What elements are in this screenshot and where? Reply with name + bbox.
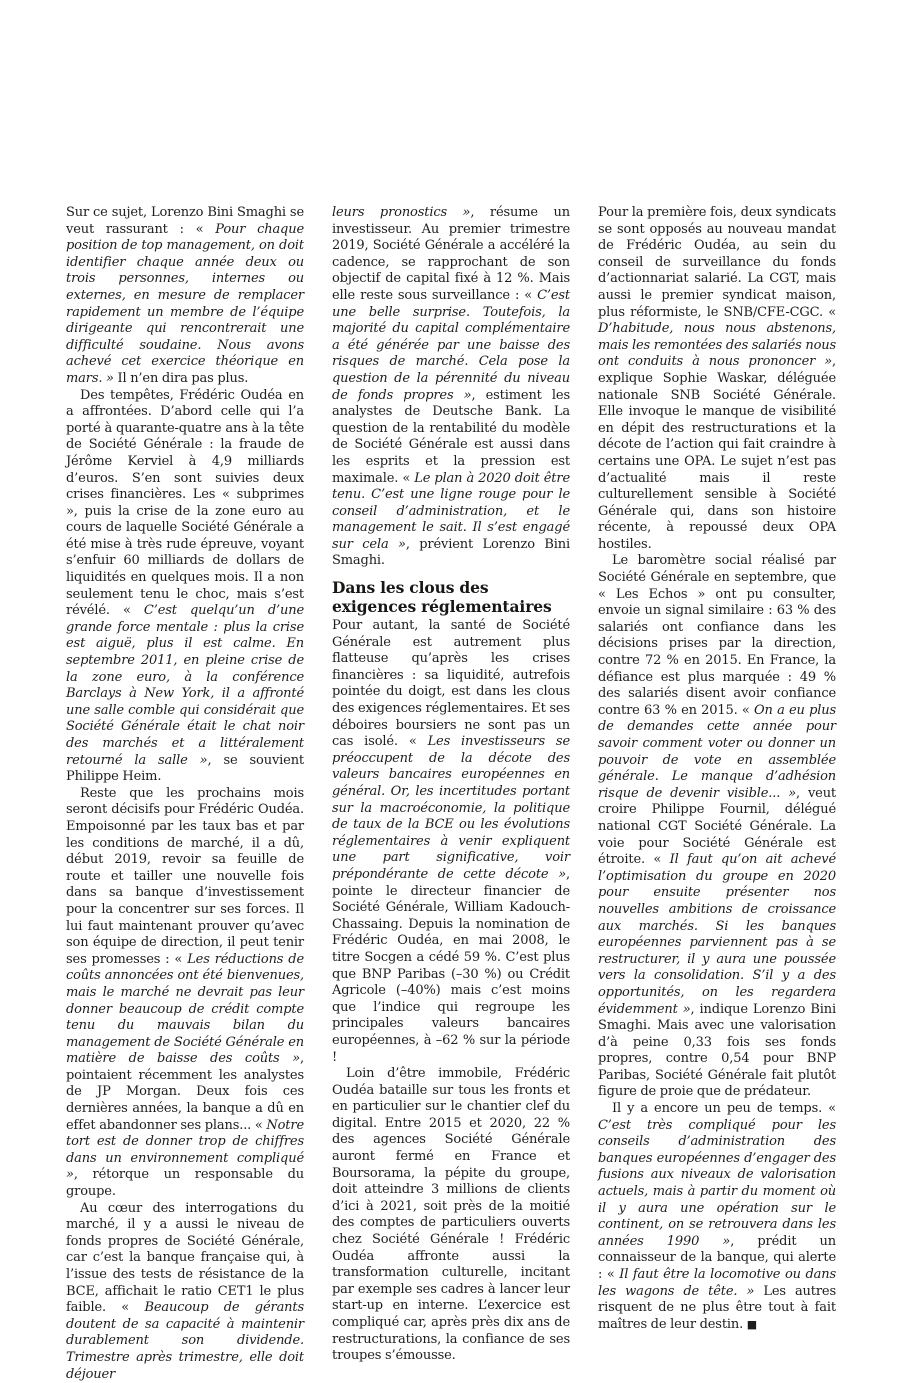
end-of-article-marker: ■ — [746, 1317, 758, 1331]
quote-text: C’est très compliqué pour les conseils d’administration des banques européennes d’engager des fusions aux niveaux de valorisation actuels, mais à partir du moment où il y aura une opération sur le continent, on se retrouvera dans les années 1990 » — [598, 1117, 836, 1249]
quote-text: Le plan à 2020 doit être tenu. C’est une ligne rouge pour le conseil d’administration, et le management le sait. Il s’est engagé sur cela » — [332, 470, 570, 552]
body-text: Les autres risquent de ne plus être tout à fait maîtres de leur destin. — [598, 1283, 836, 1332]
quote-text: Il faut qu’on ait achevé l’optimisation du groupe en 2020 pour ensuite présenter nos nouvelles ambitions de croissance aux marchés. Si les banques européennes parviennent pas à se restructurer, il y aura une poussée vers la consolidation. S’il y a des opportunités, on les regardera évidemment » — [598, 852, 836, 1017]
article-column-3 — [598, 205, 836, 1383]
body-text: Il y a encore un peu de temps. « — [612, 1101, 836, 1117]
body-text: , pointaient récemment les analystes de JP Morgan. Deux fois ces dernières années, la banque a dû en effet abandonner ses plans... « — [66, 1051, 304, 1133]
article-column-1 — [66, 205, 304, 1383]
quote-text: Notre tort est de donner trop de chiffres dans un environnement compliqué » — [66, 1117, 304, 1183]
body-text: , rétorque un responsable du groupe. — [66, 1167, 304, 1200]
body-text: , veut croire Philippe Fournil, délégué national CGT Société Générale. La voie pour Société Générale est étroite. « — [598, 785, 836, 868]
article-paragraph — [66, 1201, 304, 1383]
body-text: , résume un investisseur. Au premier trimestre 2019, Société Générale a accéléré la cadence, se rapprochant de son objectif de capital fixé à 12 %. Mais elle reste sous surveillance : « — [332, 205, 570, 303]
body-text: Loin d’être immobile, Frédéric Oudéa bataille sur tous les fronts et en particulier sur le chantier clef du digital. Entre 2015 et 2020, 22 % des agences Société Générale auront fermé en France et Boursorama, la pépite du groupe, doit atteindre 3 millions de clients d’ici à 2021, soit près de la moitié des comptes de particuliers ouverts chez Société Générale ! Frédéric Oudéa affronte aussi la transformation culturelle, incitant par exemple ses cadres à lancer leur start-up en interne. L’exercice est compliqué car, après près dix ans de restructurations, la confiance de ses troupes s’émousse. — [332, 1066, 570, 1364]
quote-text: On a eu plus de demandes cette année pour savoir comment voter ou donner un pouvoir de vote en assemblée générale. Le manque d’adhésion risque de devenir visible... » — [598, 702, 836, 801]
article-paragraph — [332, 205, 570, 570]
quote-text: C’est quelqu’un d’une grande force mentale : plus la crise est aiguë, plus il est calme. En septembre 2011, en pleine crise de la zone euro, à la conférence Barclays à New York, il a affronté une salle comble qui considérait que Société Générale était le chat noir des marchés et a littéralement retourné la salle » — [66, 603, 304, 768]
body-text: , prévient Lorenzo Bini Smaghi. — [332, 536, 570, 569]
article-paragraph — [332, 1066, 570, 1365]
body-text: , prédit un connaisseur de la banque, qui alerte : « — [598, 1233, 837, 1282]
body-text: Pour la première fois, deux syndicats se sont opposés au nouveau mandat de Frédéric Oudéa, au sein du conseil de surveillance du fonds d’actionnariat salarié. La CGT, mais aussi le premier syndicat maison, plus réformiste, le SNB/CFE-CGC. « — [598, 205, 836, 320]
body-text: Des tempêtes, Frédéric Oudéa en a affrontées. D’abord celle qui l’a porté à quarante-quatre ans à la tête de Société Générale : la fraude de Jérôme Kerviel à 4,9 milliards d’euros. S’en sont suivies deux crises financières. Les « subprimes », puis la crise de la zone euro au cours de laquelle Société Générale a été mise à très rude épreuve, voyant s’enfuir 60 milliards de dollars de liquidités en quelques mois. Il a non seulement tenu le choc, mais s’est révélé. « — [66, 387, 304, 619]
article-paragraph — [598, 205, 836, 553]
body-text: , explique Sophie Waskar, déléguée nationale SNB Société Générale. Elle invoque le manque de visibilité en dépit des restructurations et la décote de l’action qui fait craindre à certains une OPA. Le sujet n’est pas d’actualité mais il reste culturellement sensible à Société Générale qui, dans son histoire récente, à repoussé deux OPA hostiles. — [598, 354, 836, 552]
body-text: , pointe le directeur financier de Société Générale, William Kadouch-Chassaing. Depuis la nomination de Frédéric Oudéa, en mai 2008, le titre Socgen a cédé 59 %. C’est plus que BNP Paribas (–30 %) ou Crédit Agricole (–40%) mais c’est moins que l’indice qui regroupe les principales valeurs bancaires européennes, à –62 % sur la période ! — [332, 866, 570, 1065]
quote-text: Les investisseurs se préoccupent de la décote des valeurs bancaires européennes en général. Or, les incertitudes portant sur la macroéconomie, la politique de taux de la BCE ou les évolutions réglementaires à venir expliquent une part significative, voir prépondérante de cette décote » — [332, 734, 571, 882]
quote-text: leurs pronostics » — [332, 205, 471, 220]
body-text: Le baromètre social réalisé par Société Générale en septembre, que « Les Echos » ont pu consulter, envoie un signal similaire : 63 % des salariés ont confiance dans les décisions prises par la direction, contre 72 % en 2015. En France, la défiance est plus marquée : 49 % des salariés disent avoir confiance contre 63 % en 2015. « — [598, 553, 836, 718]
article-body — [66, 205, 836, 1383]
body-text: Reste que les prochains mois seront décisifs pour Frédéric Oudéa. Empoisonné par les taux bas et par les conditions de marché, il a dû, début 2019, revoir sa feuille de route et tailler une nouvelle fois dans sa banque d’investissement pour la concentrer sur ses forces. Il lui faut maintenant prouver qu’avec son équipe de direction, il peut tenir ses promesses : « — [66, 785, 304, 967]
quote-text: D’habitude, nous nous abstenons, mais les remontées des salariés nous ont conduits à nous prononcer » — [598, 321, 836, 370]
body-text: Pour autant, la santé de Société Générale est autrement plus flatteuse qu’après les crises financières : sa liquidité, autrefois pointée du doigt, est dans les clous des exigences réglementaires. Et ses déboires boursiers ne sont pas un cas isolé. « — [332, 618, 570, 750]
quote-text: Pour chaque position de top management, on doit identifier chaque année deux ou trois personnes, internes ou externes, en mesure de remplacer rapidement un membre de l’équipe dirigeante qui rencontrerait une difficulté soudaine. Nous avons achevé cet exercice théorique en mars. » — [66, 221, 304, 386]
quote-text: C’est une belle surprise. Toutefois, la majorité du capital complémentaire a été générée par une baisse des risques de marché. Cela pose la question de la pérennité du niveau de fonds propres » — [332, 287, 570, 403]
article-paragraph — [598, 1101, 836, 1333]
section-subheading: Dans les clous des exigences réglementaires — [332, 578, 552, 617]
article-column-2 — [332, 205, 570, 1383]
article-paragraph — [66, 388, 304, 786]
article-paragraph — [332, 618, 570, 1066]
quote-text: Il faut être la locomotive ou dans les wagons de tête. » — [598, 1267, 836, 1299]
article-paragraph — [66, 205, 304, 388]
quote-text: Les réductions de coûts annoncées ont été bienvenues, mais le marché ne devrait pas leur donner beaucoup de crédit compte tenu du mauvais bilan du management de Société Générale en matière de baisse des coûts » — [66, 951, 304, 1067]
quote-text: Beaucoup de gérants doutent de sa capacité à maintenir durablement son dividende. Trimestre après trimestre, elle doit déjouer — [66, 1300, 304, 1382]
body-text: , indique Lorenzo Bini Smaghi. Mais avec une valorisation d’à peine 0,33 fois ses fonds propres, contre 0,54 pour BNP Paribas, Société Générale fait plutôt figure de proie que de prédateur. — [598, 1001, 836, 1100]
article-paragraph — [66, 786, 304, 1201]
body-text: , se souvient Philippe Heim. — [66, 752, 304, 785]
body-text: Au cœur des interrogations du marché, il y a aussi le niveau de fonds propres de Société Générale, car c’est la banque française qui, à l’issue des tests de résistance de la BCE, affichait le ratio CET1 le plus faible. « — [66, 1200, 304, 1316]
body-text: , estiment les analystes de Deutsche Bank. La question de la rentabilité du modèle de Société Générale est aussi dans les esprits et la pression est maximale. « — [332, 387, 570, 486]
article-paragraph — [598, 553, 836, 1101]
body-text: Sur ce sujet, Lorenzo Bini Smaghi se veut rassurant : « — [66, 205, 304, 237]
body-text: Il n’en dira pas plus. — [113, 370, 249, 386]
